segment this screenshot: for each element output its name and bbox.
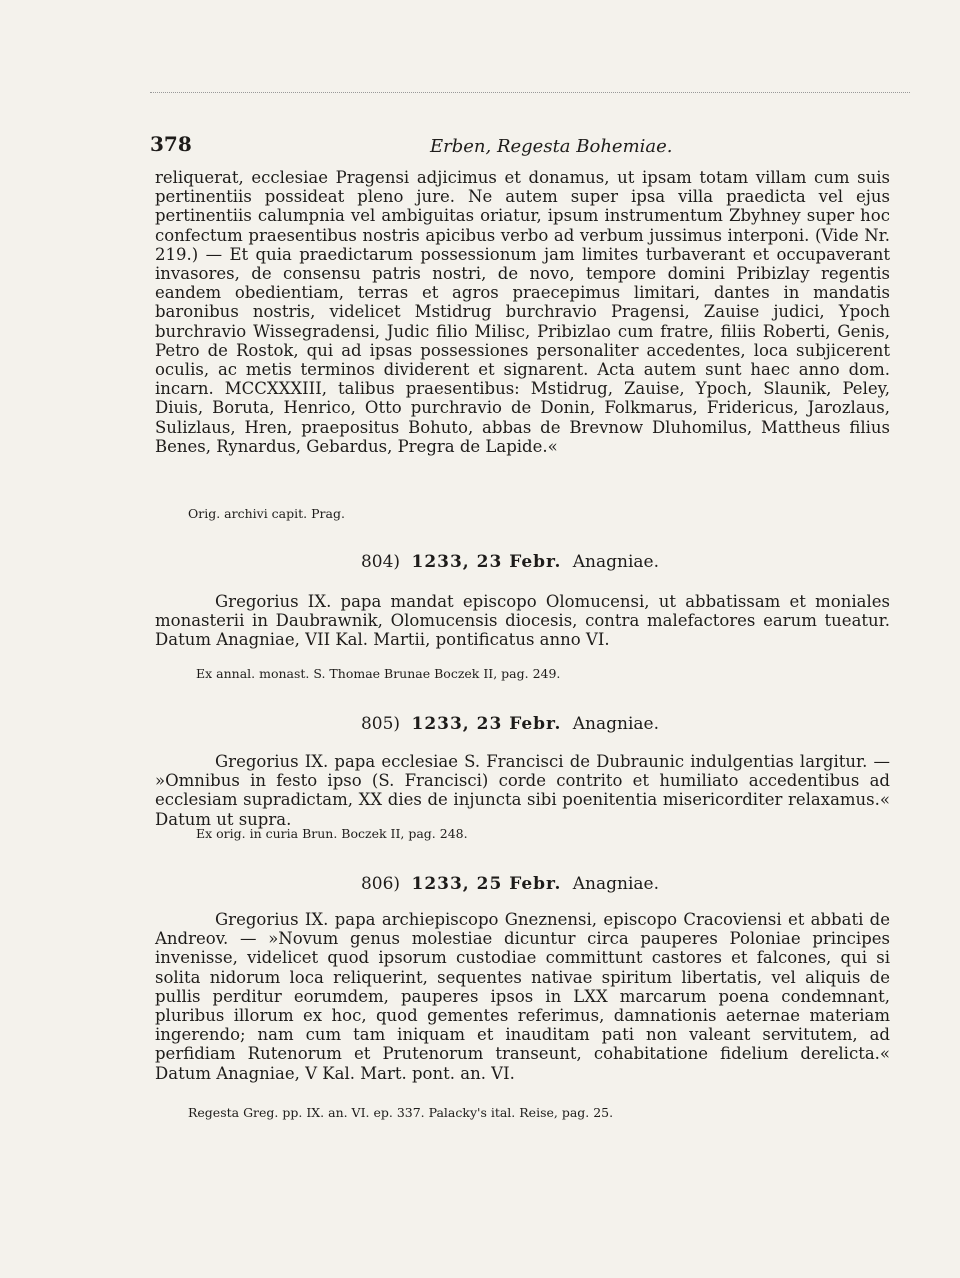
entry-body-806: [155, 910, 890, 1083]
entry-heading-805: [0, 714, 960, 734]
running-head: Erben, Regesta Bohemiae.: [430, 136, 673, 157]
entry-source-804: Ex annal. monast. S. Thomae Brunae Boczek II, pag. 249.: [196, 666, 561, 681]
entry-body-804: [155, 592, 890, 650]
page-number: 378: [150, 132, 192, 156]
continuation-source: Orig. archivi capit. Prag.: [188, 506, 345, 521]
entry-number: 805): [360, 714, 401, 734]
entry-source-805: Ex orig. in curia Brun. Boczek II, pag. 248.: [196, 826, 468, 841]
entry-date: 1233, 23 Febr.: [411, 714, 562, 734]
top-rule: [150, 92, 910, 93]
entry-body-805: [155, 752, 890, 829]
entry-heading-804: [0, 552, 960, 572]
entry-text: Gregorius IX. papa mandat episcopo Olomucensi, ut abbatissam et moniales monasterii in Daubrawnik, Olomucensis diocesis, contra malefactores earum tueatur. Datum Anagniae, VII Kal. Martii, pontificatus anno VI.: [155, 592, 890, 650]
entry-number: 804): [360, 552, 401, 572]
entry-text: Gregorius IX. papa archiepiscopo Gneznensi, episcopo Cracoviensi et abbati de Andreov. — »Novum genus molestiae dicuntur circa pauperes Poloniae principes invenisse, videlicet quod ipsorum custodiae committunt castores et falcones, qui si solita nidorum loca reliquerint, sequentes nativae spiritum libertatis, vel aliquis de pullis perditur eorumdem, pauperes ipsos in LXX marcarum poena condemnant, pluribus illorum ex hoc, quod gementes referimus, damnationis aeternae materiam ingerendo; nam cum tam iniquam et inauditam pati non valeant servitutem, ad perfidiam Rutenorum et Prutenorum transeunt, cohabitatione fidelium derelicta.« Datum Anagniae, V Kal. Mart. pont. an. VI.: [155, 910, 890, 1083]
entry-place: Anagniae.: [572, 874, 660, 894]
entry-place: Anagniae.: [572, 714, 660, 734]
entry-heading-806: [0, 874, 960, 894]
entry-date: 1233, 25 Febr.: [411, 874, 562, 894]
entry-source-806: Regesta Greg. pp. IX. an. VI. ep. 337. Palacky's ital. Reise, pag. 25.: [188, 1105, 614, 1120]
entry-place: Anagniae.: [572, 552, 660, 572]
page-header: [150, 132, 890, 162]
entry-text: Gregorius IX. papa ecclesiae S. Francisci de Dubraunic indulgentias largitur. — »Omnibus in festo ipso (S. Francisci) corde contrito et humiliato accedentibus ad ecclesiam supradictam, XX dies de injuncta sibi poenitentia misericorditer relaxamus.« Datum ut supra.: [155, 752, 890, 829]
entry-date: 1233, 23 Febr.: [411, 552, 562, 572]
continuation-block: [155, 168, 890, 456]
entry-number: 806): [360, 874, 401, 894]
continuation-text: reliquerat, ecclesiae Pragensi adjicimus et donamus, ut ipsam totam villam cum suis pertinentiis possideat pleno jure. Ne autem super ipsa villa praedicta vel ejus pertinentiis calumpnia vel ambiguitas oriatur, ipsum instrumentum Zbyhney super hoc confectum praesentibus nostris apicibus verbo ad verbum jussimus interponi. (Vide Nr. 219.) — Et quia praedictarum possessionum jam limites turbaverant et occupaverant invasores, de consensu patris nostri, de novo, tempore domini Pribizlay regentis eandem obedientiam, terras et agros praecepimus limitari, dantes in mandatis baronibus nostris, videlicet Mstidrug burchravio Pragensi, Zauise judici, Ypoch burchravio Wissegradensi, Judic filio Milisc, Pribizlao cum fratre, filiis Roberti, Genis, Petro de Rostok, qui ad ipsas possessiones personaliter accedentes, loca subjicerent oculis, ac metis terminos dividerent et signarent. Acta autem sunt haec anno dom. incarn. MCCXXXIII, talibus praesentibus: Mstidrug, Zauise, Ypoch, Slaunik, Peley, Diuis, Boruta, Henrico, Otto purchravio de Donin, Folkmarus, Fridericus, Jarozlaus, Sulizlaus, Hren, praepositus Bohuto, abbas de Brevnow Dluhomilus, Mattheus filius Benes, Rynardus, Gebardus, Pregra de Lapide.«: [155, 168, 890, 456]
